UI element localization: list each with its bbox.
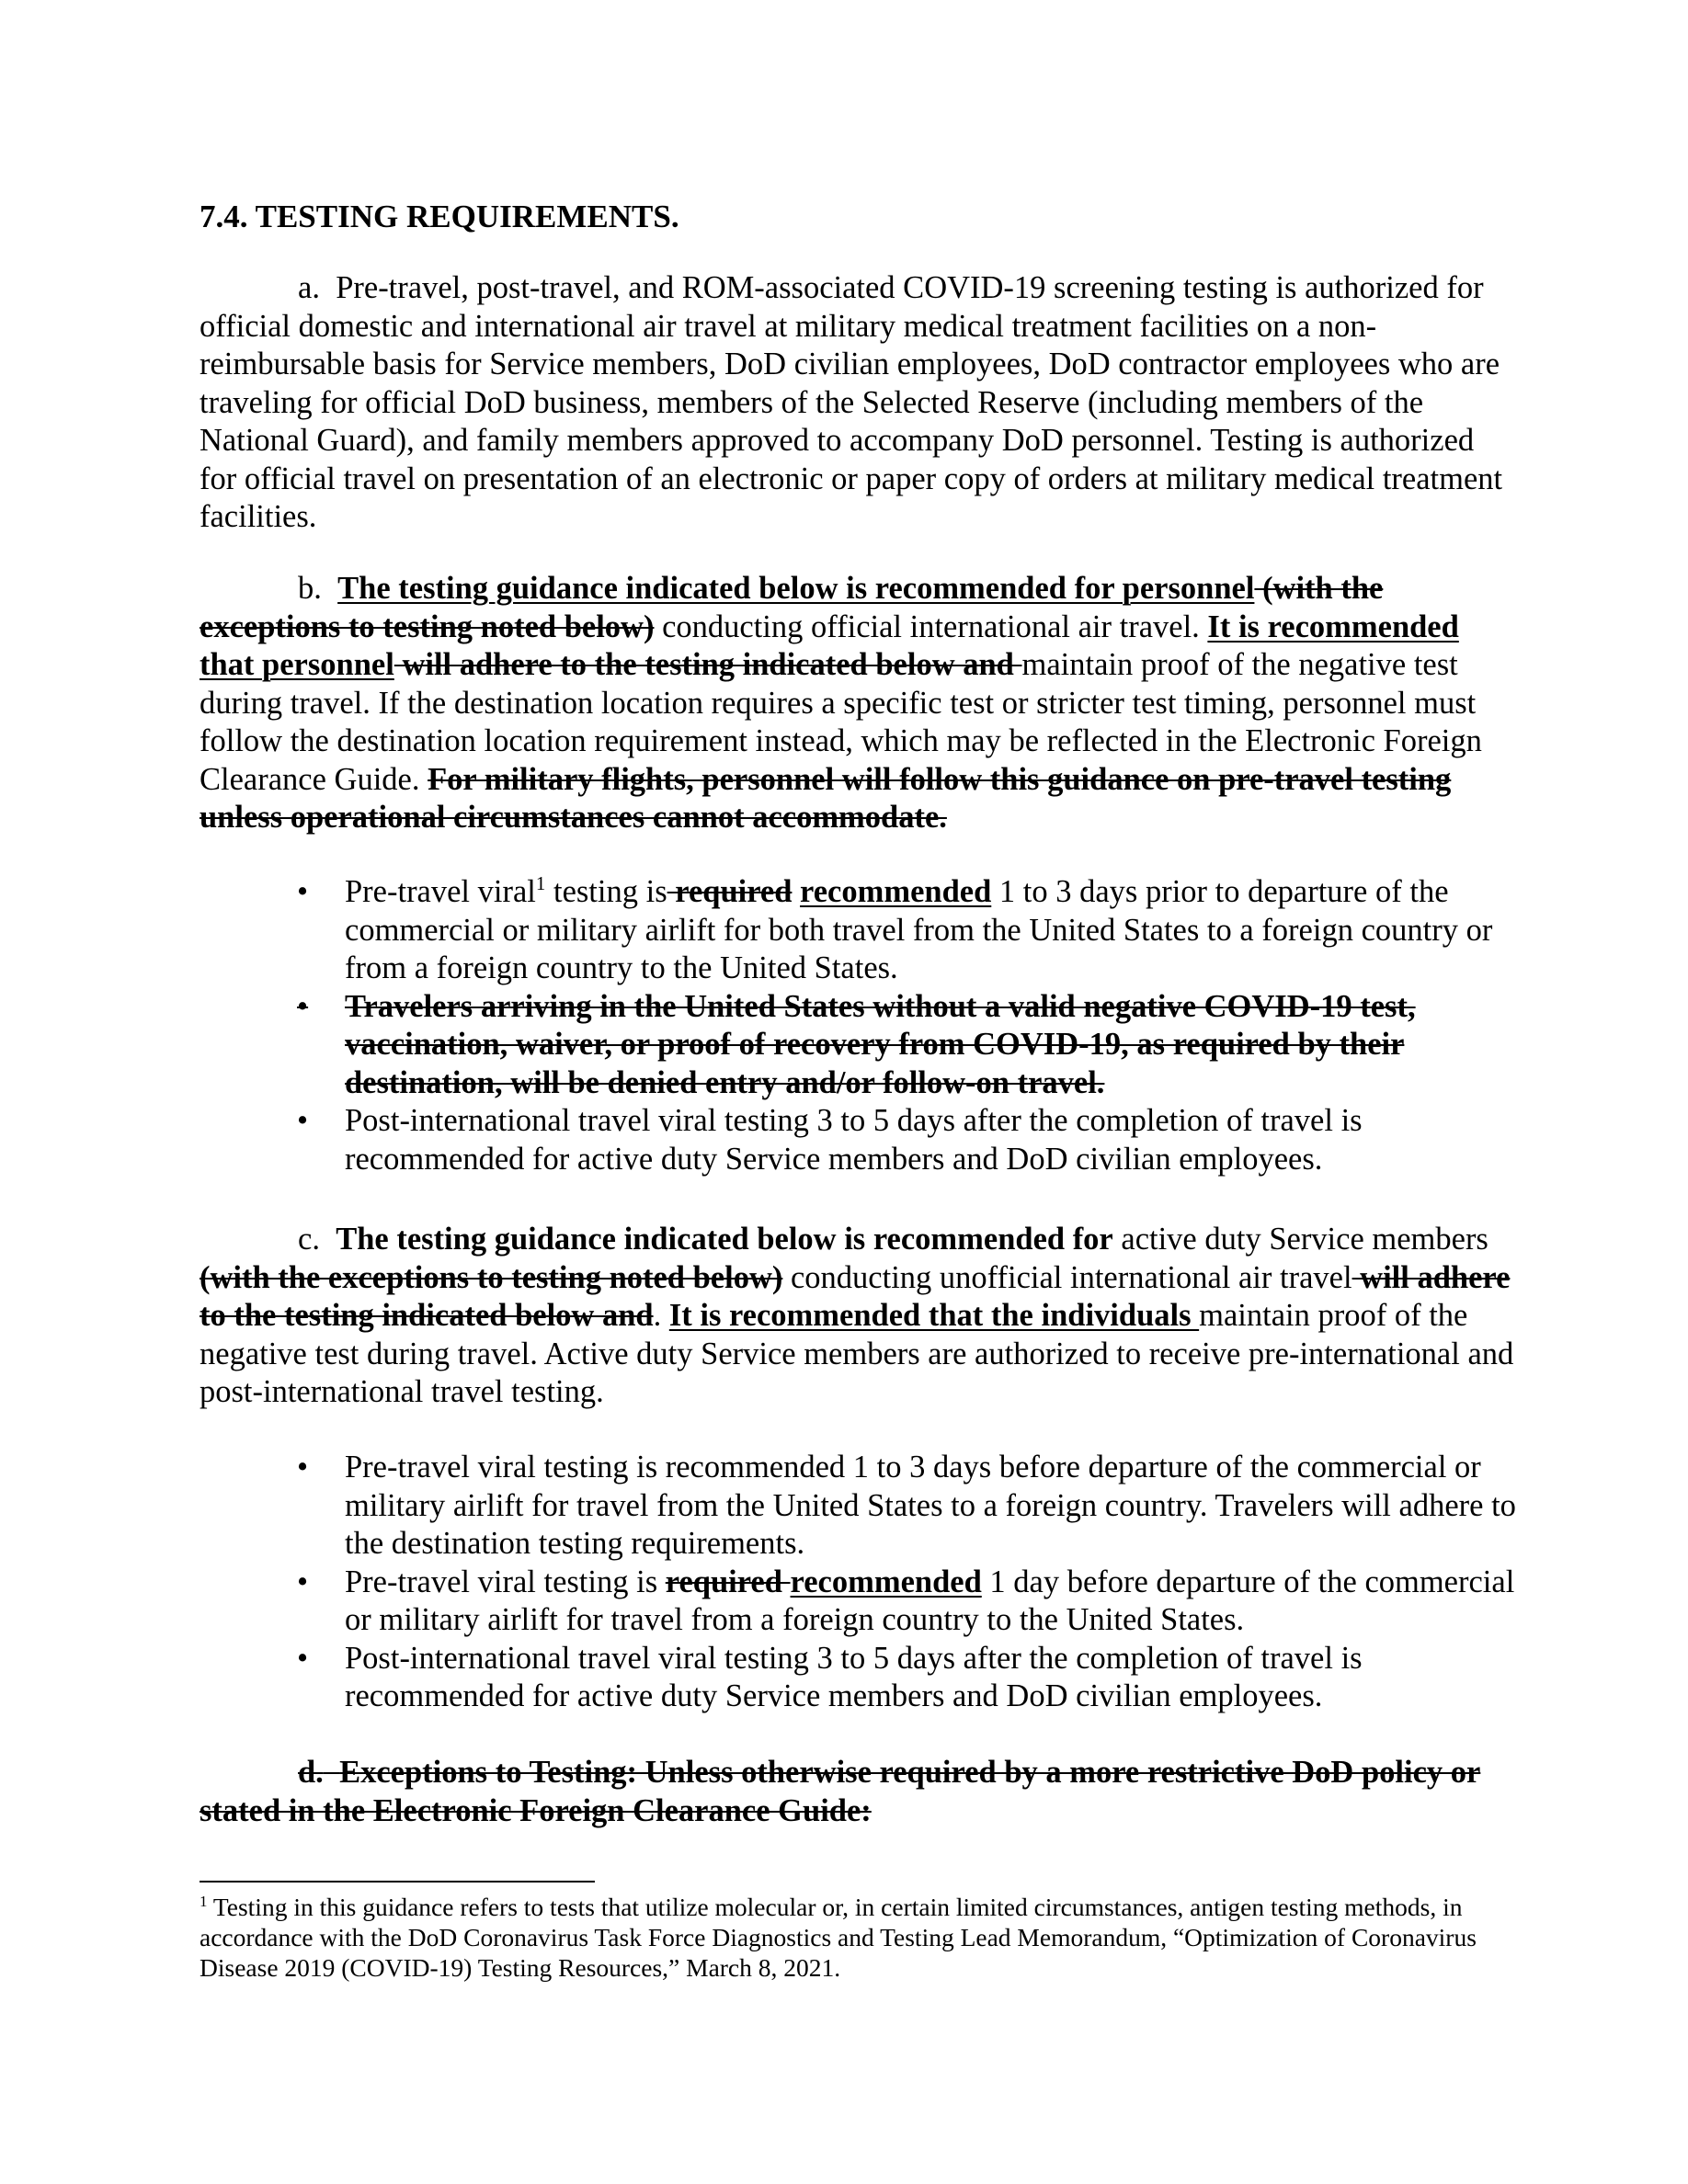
deleted-text: will adhere to the testing indicated below and (393, 647, 1022, 682)
deleted-text: (with the exceptions to testing noted below) (200, 1259, 783, 1295)
list-item (200, 988, 1516, 1103)
deleted-text: d. (298, 1755, 324, 1790)
paragraph-a-label: a. (298, 270, 320, 305)
bullet-list-c (200, 1449, 1516, 1716)
section-heading: 7.4. TESTING REQUIREMENTS. (200, 199, 679, 234)
bullet-list-b (200, 873, 1516, 1178)
bullet-icon: • (297, 1450, 309, 1484)
footnote (200, 1892, 1516, 1983)
paragraph-a-text: Pre-travel, post-travel, and ROM-associated COVID-19 screening testing is authorized for official domestic and international air travel at military medical treatment facilities on a non-reimbursable basis for Service members, DoD civilian employees, DoD contractor employees who are traveling for official DoD business, members of the Selected Reserve (including members of the National Guard), and family members approved to accompany DoD personnel. Testing is authorized for official travel on presentation of an electronic or paper copy of orders at military medical treatment facilities. (200, 270, 1503, 534)
footnote-reference: 1 (535, 872, 546, 894)
paragraph-b-label: b. (298, 571, 322, 606)
list-item: • Pre-travel viral testing is required recommended 1 day before departure of the commercial or military airlift for travel from a foreign country to the United States. (297, 1564, 1515, 1637)
footnote-number: 1 (200, 1893, 208, 1910)
paragraph-d (200, 1754, 1516, 1830)
footnote-separator (200, 1881, 595, 1883)
deleted-text: Exceptions to Testing: Unless otherwise required by a more restrictive DoD policy or stated in the Electronic Foreign Clearance Guide: (200, 1755, 1481, 1828)
paragraph-a (200, 269, 1516, 537)
deleted-text: (with the exceptions to testing noted below) (200, 571, 1384, 644)
deleted-text: For military flights, personnel will follow this guidance on pre-travel testing unless operational circumstances cannot accommodate. (200, 761, 1452, 835)
inserted-text: recommended (790, 1564, 982, 1599)
list-item: • Pre-travel viral testing is recommended 1 to 3 days before departure of the commercial or military airlift for travel from the United States to a foreign country. Travelers will adhere to the destination testing requirements. (297, 1450, 1516, 1561)
footnote-text: Testing in this guidance refers to tests that utilize molecular or, in certain limited circumstances, antigen testing methods, in accordance with the DoD Coronavirus Task Force Diagnostics and Testing Lead Memorandum, “Optimization of Coronavirus Disease 2019 (COVID-19) Testing Resources,” March 8, 2021. (200, 1893, 1477, 1982)
paragraph-c-label: c. (298, 1222, 320, 1257)
bullet-icon: • (297, 1103, 309, 1138)
inserted-text: It is recommended that personnel (200, 609, 1459, 682)
inserted-text: recommended (800, 874, 992, 909)
deleted-text: Travelers arriving in the United States without a valid negative COVID-19 test, vaccination, waiver, or proof of recovery from COVID-19, as required by their destination, will be denied entry and/or follow-on travel. (345, 988, 1416, 1100)
paragraph-text: maintain proof of the negative test during travel. If the destination location requires a specific test or stricter test timing, personnel must follow the destination location requirement instead, which may be reflected in the Electronic Foreign Clearance Guide. (200, 647, 1482, 797)
list-item: • Pre-travel viral$^1$ testing is required recommended 1 to 3 days prior to departure of the commercial or military airlift for both travel from the United States to a foreign country or from a foreign country to the United States. (297, 872, 1493, 985)
deleted-text: required (667, 874, 793, 909)
bullet-icon: • (297, 988, 309, 1024)
bullet-icon: • (297, 1564, 309, 1599)
list-item: • Post-international travel viral testing 3 to 5 days after the completion of travel is recommended for active duty Service members and DoD civilian employees. (297, 1640, 1363, 1713)
deleted-text: will adhere to the testing indicated below and (200, 1259, 1511, 1333)
paragraph-b (200, 570, 1516, 837)
paragraph-text: conducting official international air travel. (654, 609, 1208, 644)
list-item: • Post-international travel viral testing 3 to 5 days after the completion of travel is recommended for active duty Service members and DoD civilian employees. (297, 1103, 1363, 1177)
bullet-icon: • (297, 874, 309, 909)
bullet-icon: • (297, 1640, 309, 1676)
deleted-text: required (665, 1564, 791, 1599)
inserted-text: It is recommended that the individuals (668, 1298, 1200, 1333)
inserted-text: The testing guidance indicated below is recommended for personnel (337, 571, 1255, 606)
paragraph-c: c. The testing guidance indicated below is recommended for active duty Service members (with the exceptions to testing noted below) conducting unofficial international air travel will adhere to the testing indicated below and. It is recommended that the individuals maintain proof of the negative test during travel. Active duty Service members are authorized to receive pre-international and post-international travel testing. (200, 1222, 1514, 1409)
